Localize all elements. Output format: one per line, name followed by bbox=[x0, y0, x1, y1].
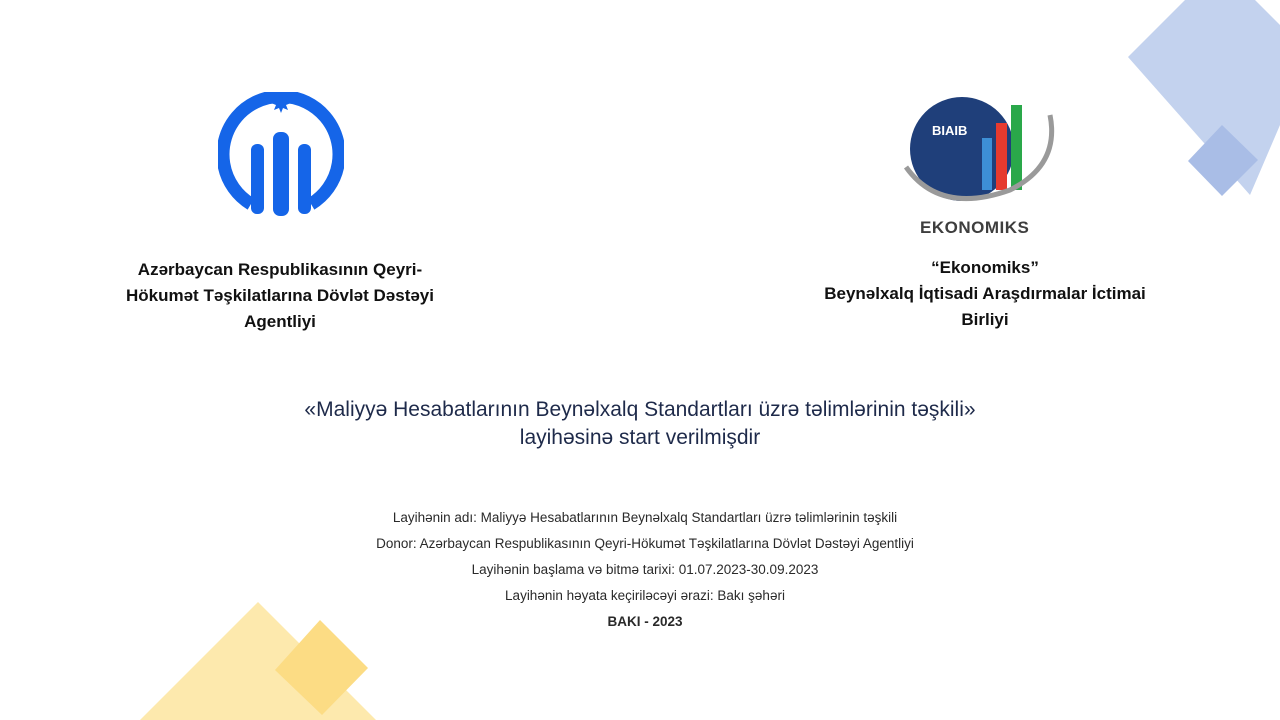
agency-name bbox=[105, 257, 455, 335]
project-headline bbox=[200, 396, 1080, 452]
agency-name-line3: Agentliyi bbox=[244, 312, 316, 331]
project-name: Layihənin adı: Maliyyə Hesabatlarının Beynəlxalq Standartları üzrə təlimlərinin təşkili bbox=[392, 510, 898, 525]
city-year: BAKI - 2023 bbox=[607, 614, 683, 629]
agency-logo bbox=[218, 92, 344, 218]
logo-word-text: EKONOMIKS bbox=[920, 218, 1030, 237]
headline-line2: layihəsinə start verilmişdir bbox=[519, 426, 761, 449]
headline-line1: «Maliyyə Hesabatlarının Beynəlxalq Standartları üzrə təlimlərinin təşkili» bbox=[304, 398, 976, 421]
project-area: Layihənin həyata keçiriləcəyi ərazi: Bakı şəhəri bbox=[505, 588, 785, 603]
project-details bbox=[200, 505, 1090, 635]
ekonomiks-name-line2: Beynəlxalq İqtisadi Araşdırmalar İctimai bbox=[824, 284, 1146, 303]
ekonomiks-name bbox=[800, 255, 1170, 333]
ekonomiks-name-line1: “Ekonomiks” bbox=[931, 258, 1039, 277]
ekonomiks-name-line3: Birliyi bbox=[961, 310, 1009, 329]
project-dates: Layihənin başlama və bitmə tarixi: 01.07.2023-30.09.2023 bbox=[471, 562, 819, 577]
agency-name-line2: Hökumət Təşkilatlarına Dövlət Dəstəyi bbox=[125, 286, 434, 305]
logo-badge-text: BIAIB bbox=[932, 123, 968, 138]
star-icon bbox=[271, 93, 291, 113]
decor-top-right bbox=[1100, 0, 1280, 200]
agency-name-line1: Azərbaycan Respublikasının Qeyri- bbox=[137, 260, 423, 279]
project-donor: Donor: Azərbaycan Respublikasının Qeyri-Hökumət Təşkilatlarına Dövlət Dəstəyi Agentliyi bbox=[376, 536, 914, 551]
ekonomiks-logo bbox=[900, 95, 1070, 240]
